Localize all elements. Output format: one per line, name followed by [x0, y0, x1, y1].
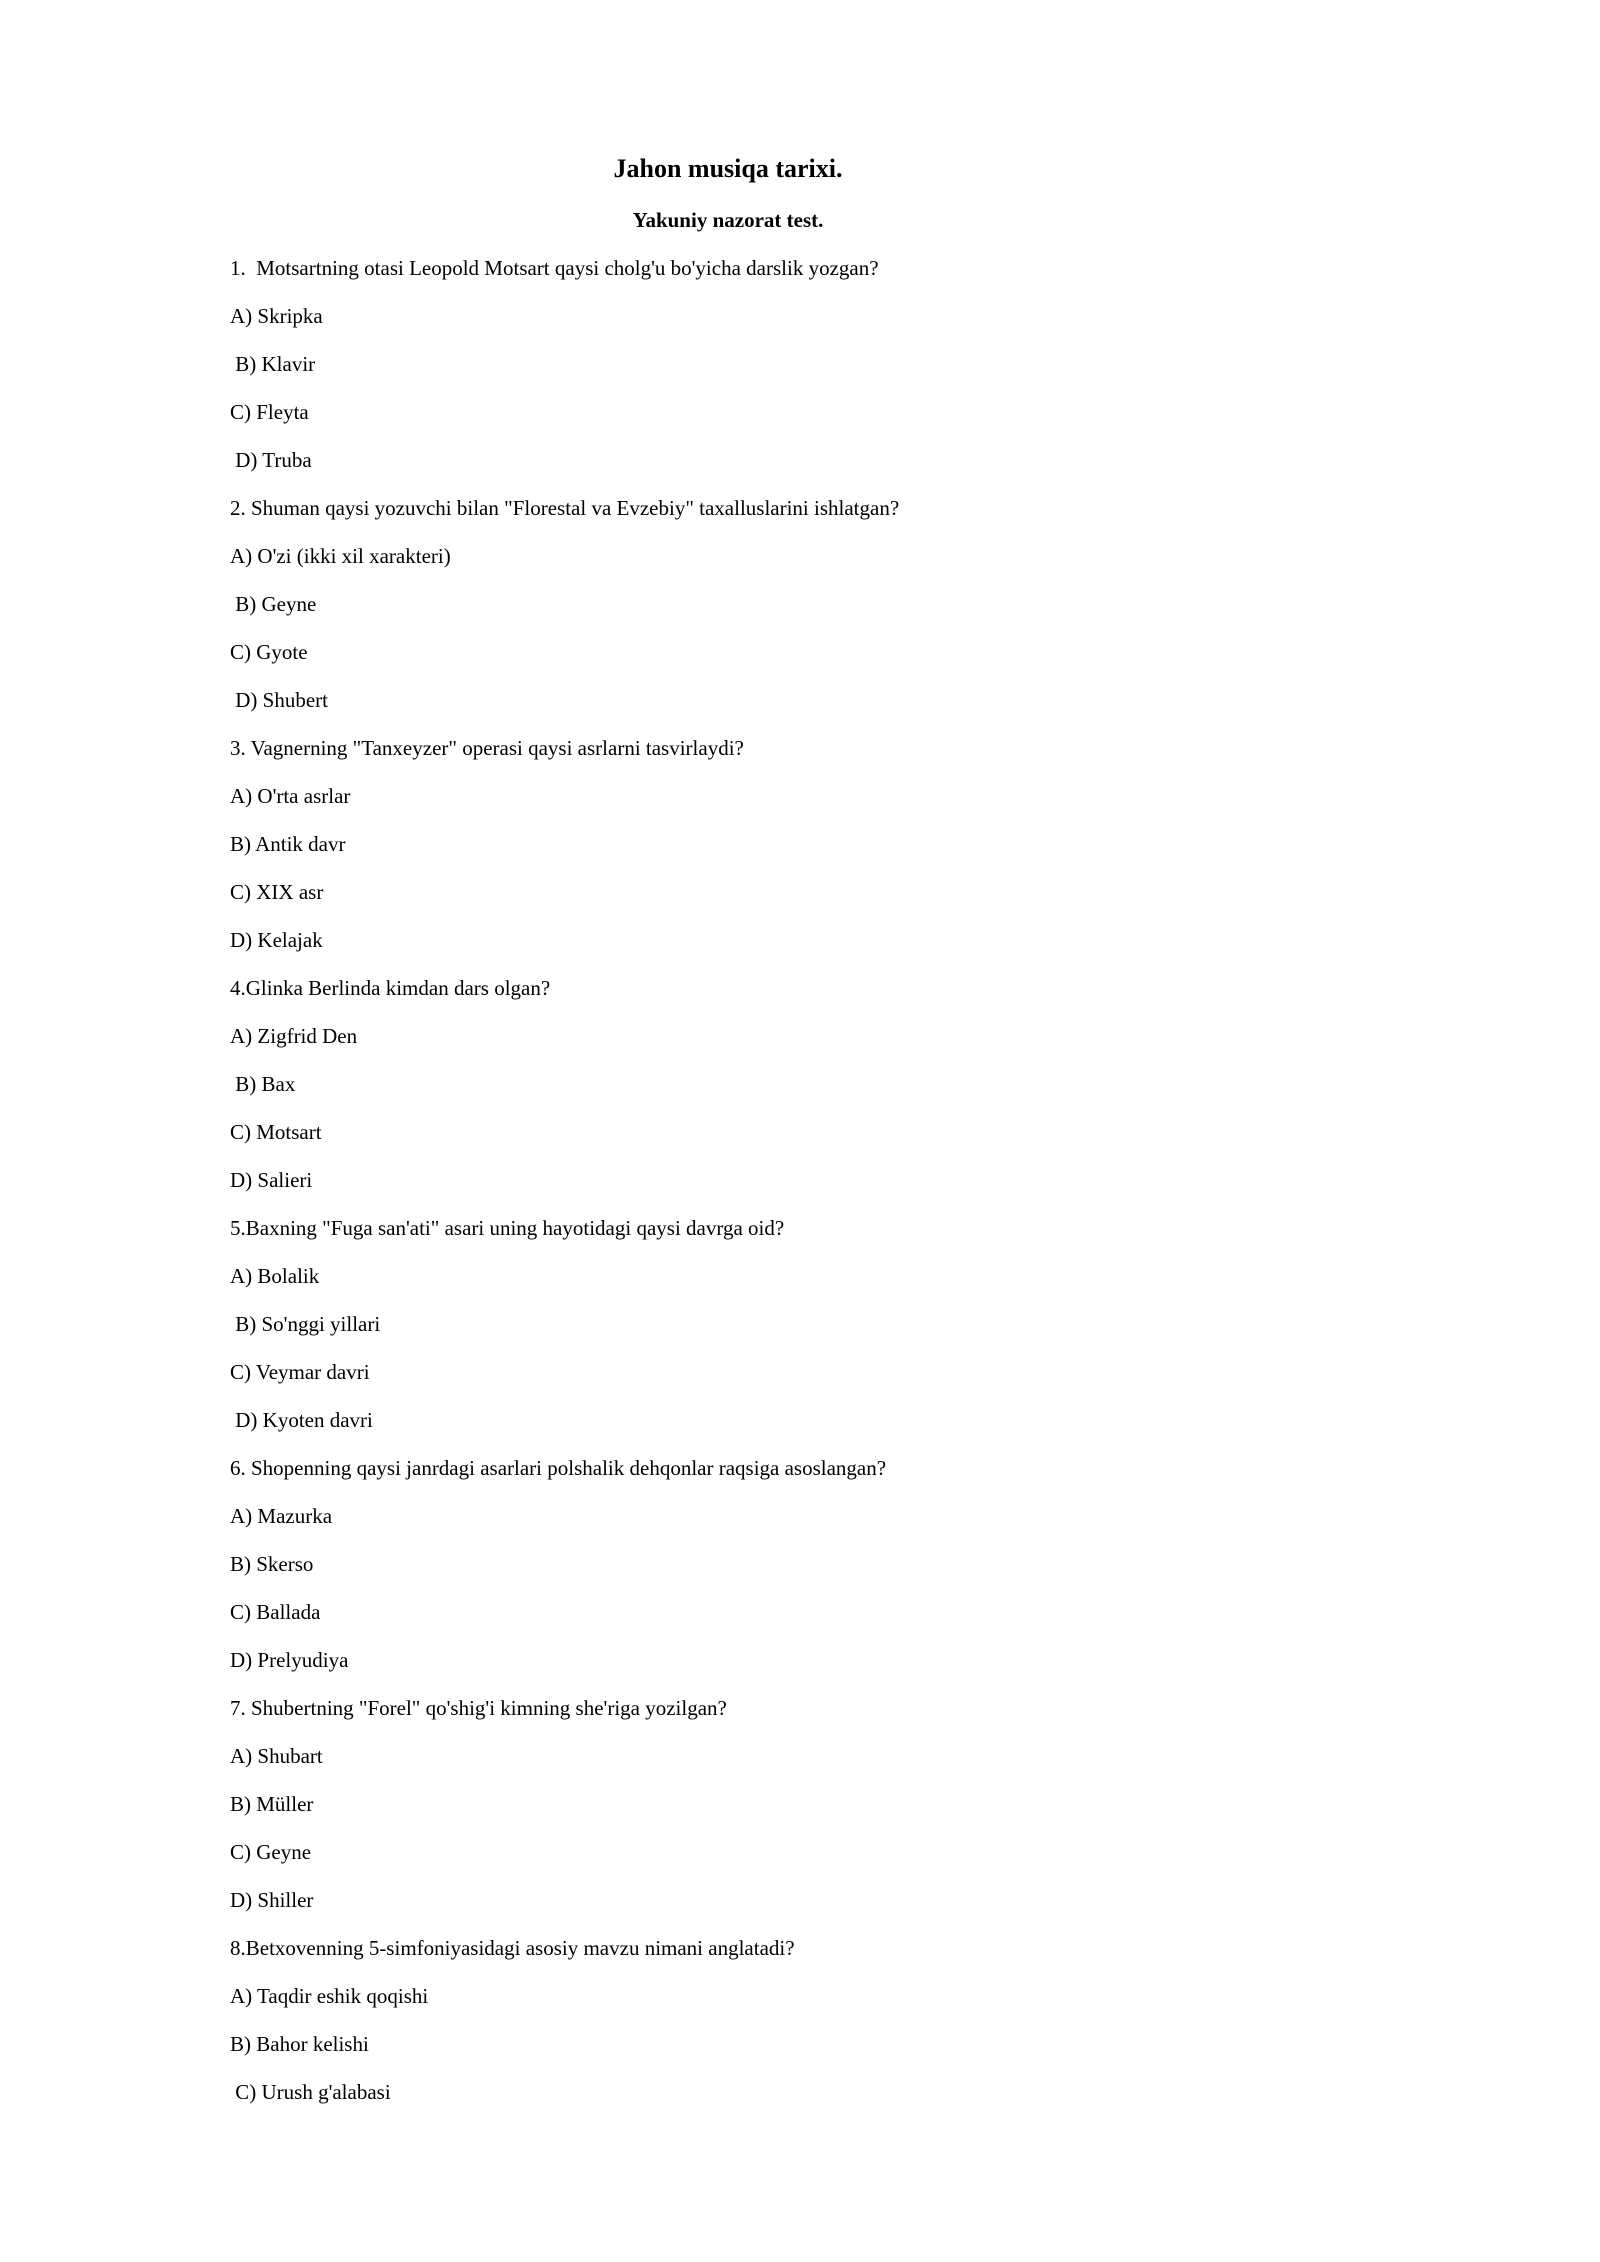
- answer-option: A) Shubart: [230, 1744, 323, 1768]
- document-title: Jahon musiqa tarixi.: [613, 154, 843, 183]
- question-text: 5.Baxning "Fuga san'ati" asari uning hayotidagi qaysi davrga oid?: [230, 1216, 785, 1240]
- question-text: 7. Shubertning "Forel" qo'shig'i kimning she'riga yozilgan?: [230, 1696, 727, 1720]
- answer-option: C) Motsart: [230, 1120, 322, 1144]
- answer-option: D) Kelajak: [230, 928, 323, 952]
- answer-option: B) Bahor kelishi: [230, 2032, 369, 2056]
- question-text: 3. Vagnerning "Tanxeyzer" operasi qaysi asrlarni tasvirlaydi?: [230, 736, 744, 760]
- answer-option: C) Veymar davri: [230, 1360, 370, 1384]
- question-text: 1. Motsartning otasi Leopold Motsart qaysi cholg'u bo'yicha darslik yozgan?: [230, 256, 879, 280]
- answer-option: A) O'rta asrlar: [230, 784, 351, 808]
- answer-option: B) Klavir: [230, 352, 316, 376]
- answer-option: D) Shiller: [230, 1888, 314, 1912]
- answer-option: D) Shubert: [230, 688, 328, 712]
- answer-option: B) So'nggi yillari: [230, 1312, 381, 1336]
- question-text: 4.Glinka Berlinda kimdan dars olgan?: [230, 976, 551, 1000]
- question-text: 8.Betxovenning 5-simfoniyasidagi asosiy mavzu nimani anglatadi?: [230, 1936, 795, 1960]
- answer-option: A) Zigfrid Den: [230, 1024, 358, 1048]
- answer-option: C) XIX asr: [230, 880, 324, 904]
- test-content: [230, 253, 1430, 2125]
- answer-option: C) Gyote: [230, 640, 308, 664]
- answer-option: A) Skripka: [230, 304, 323, 328]
- answer-option: D) Prelyudiya: [230, 1648, 349, 1672]
- answer-option: A) O'zi (ikki xil xarakteri): [230, 544, 451, 568]
- document-subtitle: Yakuniy nazorat test.: [632, 208, 824, 232]
- answer-option: B) Geyne: [230, 592, 317, 616]
- answer-option: A) Taqdir eshik qoqishi: [230, 1984, 429, 2008]
- answer-option: B) Müller: [230, 1792, 314, 1816]
- question-text: 6. Shopenning qaysi janrdagi asarlari polshalik dehqonlar raqsiga asoslangan?: [230, 1456, 887, 1480]
- answer-option: D) Truba: [230, 448, 312, 472]
- answer-option: C) Urush g'alabasi: [230, 2080, 391, 2104]
- answer-option: D) Kyoten davri: [230, 1408, 373, 1432]
- answer-option: D) Salieri: [230, 1168, 313, 1192]
- answer-option: C) Fleyta: [230, 400, 309, 424]
- question-text: 2. Shuman qaysi yozuvchi bilan "Florestal va Evzebiy" taxalluslarini ishlatgan?: [230, 496, 900, 520]
- answer-option: A) Mazurka: [230, 1504, 333, 1528]
- answer-option: C) Ballada: [230, 1600, 321, 1624]
- answer-option: A) Bolalik: [230, 1264, 320, 1288]
- answer-option: B) Skerso: [230, 1552, 314, 1576]
- answer-option: B) Antik davr: [230, 832, 346, 856]
- answer-option: C) Geyne: [230, 1840, 312, 1864]
- answer-option: B) Bax: [230, 1072, 296, 1096]
